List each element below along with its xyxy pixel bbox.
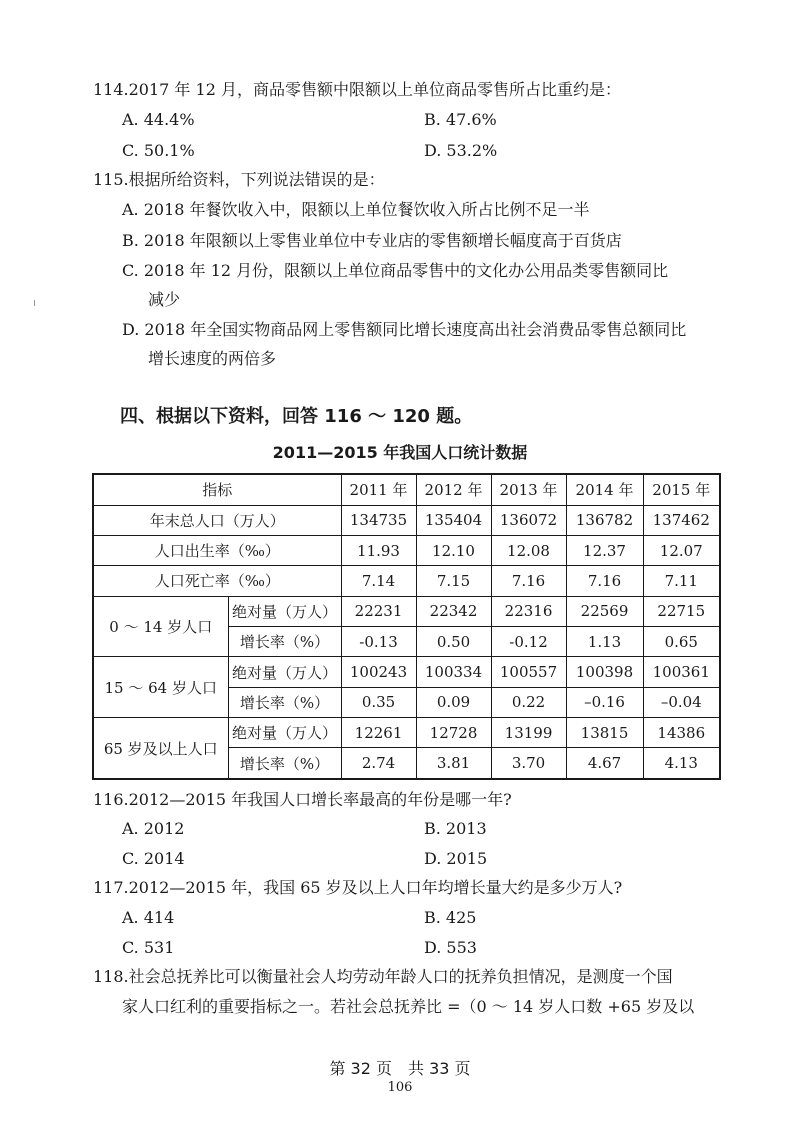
table-row — [93, 657, 720, 687]
table-cell: –0.16 — [566, 687, 643, 717]
table-cell: -0.13 — [341, 626, 416, 656]
table-row — [93, 535, 720, 565]
q116-option-c[interactable]: C. 2014 — [122, 849, 185, 868]
q116-option-a[interactable]: A. 2012 — [122, 819, 185, 838]
question-118-line-1: 118.社会总抚养比可以衡量社会人均劳动年龄人口的抚养负担情况，是测度一个国 — [93, 967, 673, 986]
question-115-stem: 115.根据所给资料，下列说法错误的是： — [93, 170, 385, 189]
table-cell: 0.09 — [416, 687, 491, 717]
question-114-stem: 114.2017 年 12 月，商品零售额中限额以上单位商品零售所占比重约是： — [93, 80, 621, 99]
table-cell: 22715 — [643, 596, 720, 626]
table-cell: 135404 — [416, 505, 491, 535]
year-header: 2015 年 — [643, 474, 720, 505]
table-cell: 22569 — [566, 596, 643, 626]
year-header: 2012 年 — [416, 474, 491, 505]
table-cell: 14386 — [643, 718, 720, 748]
table-cell: 0.50 — [416, 626, 491, 656]
q116-option-d[interactable]: D. 2015 — [424, 849, 488, 868]
q116-option-b[interactable]: B. 2013 — [424, 819, 487, 838]
page-footer-label: 第 32 页 共 33 页 — [329, 1059, 471, 1078]
question-117-stem: 117.2012—2015 年，我国 65 岁及以上人口年均增长量大约是多少万人? — [93, 878, 623, 897]
table-cell: –0.04 — [643, 687, 720, 717]
table-cell: 3.81 — [416, 748, 491, 779]
q115-option-c[interactable]: C. 2018 年 12 月份，限额以上单位商品零售中的文化办公用品类零售额同比 — [122, 261, 669, 280]
table-cell: 1.13 — [566, 626, 643, 656]
table-cell: 13199 — [491, 718, 566, 748]
table-cell: 4.13 — [643, 748, 720, 779]
table-cell: 12.08 — [491, 535, 566, 565]
sub-label: 绝对量（万人） — [228, 657, 341, 687]
q117-option-c[interactable]: C. 531 — [122, 938, 175, 957]
table-cell: 134735 — [341, 505, 416, 535]
group-label: 15 ～ 64 岁人口 — [93, 657, 228, 718]
group-label: 65 岁及以上人口 — [93, 718, 228, 779]
table-cell: 100243 — [341, 657, 416, 687]
table-cell: 100334 — [416, 657, 491, 687]
table-cell: 100557 — [491, 657, 566, 687]
table-cell: 4.67 — [566, 748, 643, 779]
table-cell: 22342 — [416, 596, 491, 626]
indicator-header: 指标 — [93, 474, 341, 505]
table-row — [93, 566, 720, 596]
row-label: 年末总人口（万人） — [93, 505, 341, 535]
table-cell: 137462 — [643, 505, 720, 535]
table-cell: 100398 — [566, 657, 643, 687]
sub-label: 增长率（%） — [228, 626, 341, 656]
table-cell: 22316 — [491, 596, 566, 626]
table-cell: 0.35 — [341, 687, 416, 717]
group-label: 0 ～ 14 岁人口 — [93, 596, 228, 657]
question-118-line-2: 家人口红利的重要指标之一。若社会总抚养比 =（0 ～ 14 岁人口数 +65 岁及以 — [122, 997, 695, 1016]
sub-label: 绝对量（万人） — [228, 718, 341, 748]
q117-option-b[interactable]: B. 425 — [424, 908, 477, 927]
table-cell: -0.12 — [491, 626, 566, 656]
q117-option-a[interactable]: A. 414 — [122, 908, 175, 927]
year-header: 2014 年 — [566, 474, 643, 505]
sub-label: 增长率（%） — [228, 748, 341, 779]
table-row — [93, 596, 720, 626]
q117-option-d[interactable]: D. 553 — [424, 938, 477, 957]
table-cell: 12.37 — [566, 535, 643, 565]
table-cell: 0.22 — [491, 687, 566, 717]
table-cell: 7.15 — [416, 566, 491, 596]
q115-option-d[interactable]: D. 2018 年全国实物商品网上零售额同比增长速度高出社会消费品零售总额同比 — [122, 320, 687, 339]
page-number: 106 — [387, 1080, 413, 1095]
table-cell: 3.70 — [491, 748, 566, 779]
table-cell: 7.16 — [566, 566, 643, 596]
table-cell: 7.11 — [643, 566, 720, 596]
q115-option-d-continued: 增长速度的两倍多 — [148, 349, 277, 368]
table-cell: 13815 — [566, 718, 643, 748]
table-cell: 12728 — [416, 718, 491, 748]
year-header: 2011 年 — [341, 474, 416, 505]
table-header-row — [93, 474, 720, 505]
table-cell: 136072 — [491, 505, 566, 535]
row-label: 人口死亡率（‰） — [93, 566, 341, 596]
table-row — [93, 718, 720, 748]
q114-option-a[interactable]: A. 44.4% — [122, 110, 195, 129]
q114-option-c[interactable]: C. 50.1% — [122, 141, 195, 160]
table-cell: 2.74 — [341, 748, 416, 779]
sub-label: 增长率（%） — [228, 687, 341, 717]
q114-option-b[interactable]: B. 47.6% — [424, 110, 497, 129]
table-caption: 2011—2015 年我国人口统计数据 — [272, 443, 528, 462]
question-116-stem: 116.2012—2015 年我国人口增长率最高的年份是哪一年? — [93, 790, 512, 809]
table-cell: 0.65 — [643, 626, 720, 656]
q115-option-b[interactable]: B. 2018 年限额以上零售业单位中专业店的零售额增长幅度高于百货店 — [122, 231, 622, 250]
margin-mark — [34, 300, 35, 306]
q115-option-c-continued: 减少 — [148, 290, 181, 309]
table-cell: 12.10 — [416, 535, 491, 565]
row-label: 人口出生率（‰） — [93, 535, 341, 565]
table-cell: 100361 — [643, 657, 720, 687]
q114-option-d[interactable]: D. 53.2% — [424, 141, 498, 160]
table-cell: 7.16 — [491, 566, 566, 596]
section-heading: 四、根据以下资料，回答 116 ～ 120 题。 — [120, 406, 473, 427]
population-table — [92, 473, 721, 780]
table-cell: 11.93 — [341, 535, 416, 565]
table-cell: 22231 — [341, 596, 416, 626]
sub-label: 绝对量（万人） — [228, 596, 341, 626]
table-cell: 12.07 — [643, 535, 720, 565]
q115-option-a[interactable]: A. 2018 年餐饮收入中，限额以上单位餐饮收入所占比例不足一半 — [122, 200, 590, 219]
table-cell: 7.14 — [341, 566, 416, 596]
year-header: 2013 年 — [491, 474, 566, 505]
table-cell: 12261 — [341, 718, 416, 748]
table-cell: 136782 — [566, 505, 643, 535]
table-row — [93, 505, 720, 535]
